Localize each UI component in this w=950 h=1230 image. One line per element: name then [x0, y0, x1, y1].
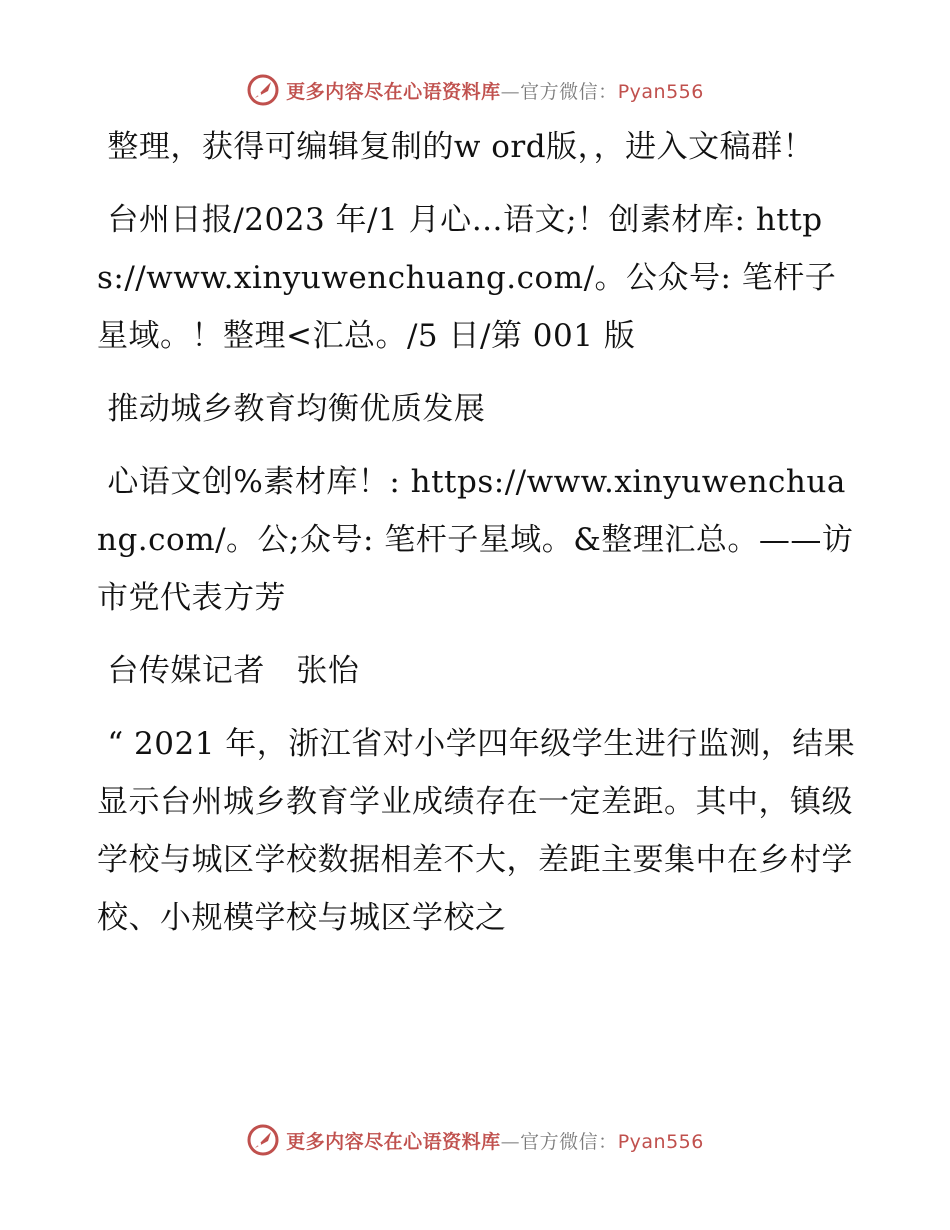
banner-wechat-id: Pyan556 [617, 80, 704, 103]
banner-wechat-label: 官方微信： [520, 1130, 618, 1153]
banner-text [286, 77, 704, 104]
paragraph-intro: 整理，获得可编辑复制的w ord版，，进入文稿群！ [97, 129, 815, 165]
banner-wechat-id: Pyan556 [617, 1130, 704, 1153]
quill-circle-logo-icon [246, 1123, 280, 1157]
banner-main-text: 更多内容尽在心语资料库 [286, 80, 501, 103]
banner-text [286, 1127, 704, 1154]
document-body [97, 118, 857, 947]
banner-main-text: 更多内容尽在心语资料库 [286, 1130, 501, 1153]
paragraph-source: 台州日报/2023 年/1 月心…语文;！创素材库: https://www.xinyuwenchuang.com/。公众号: 笔杆子星域。！整理<汇总。/5 日/第 001 版 [97, 202, 837, 354]
banner-separator: — [500, 80, 521, 103]
header-banner [0, 70, 950, 110]
article-byline: 台传媒记者 张怡 [97, 653, 360, 689]
article-title: 推动城乡教育均衡优质发展 [97, 391, 486, 427]
banner-separator: — [500, 1130, 521, 1153]
article-body-paragraph: “ 2021 年，浙江省对小学四年级学生进行监测，结果显示台州城乡教育学业成绩存在一定差距。其中，镇级学校与城区学校数据相差不大，差距主要集中在乡村学校、小规模学校与城区学校之 [97, 726, 856, 936]
article-subtitle: 心语文创%素材库！: https://www.xinyuwenchuang.com/。公;众号: 笔杆子星域。&整理汇总。——访市党代表方芳 [97, 464, 854, 616]
footer-banner [0, 1120, 950, 1160]
banner-wechat-label: 官方微信： [520, 80, 618, 103]
quill-circle-logo-icon [246, 73, 280, 107]
